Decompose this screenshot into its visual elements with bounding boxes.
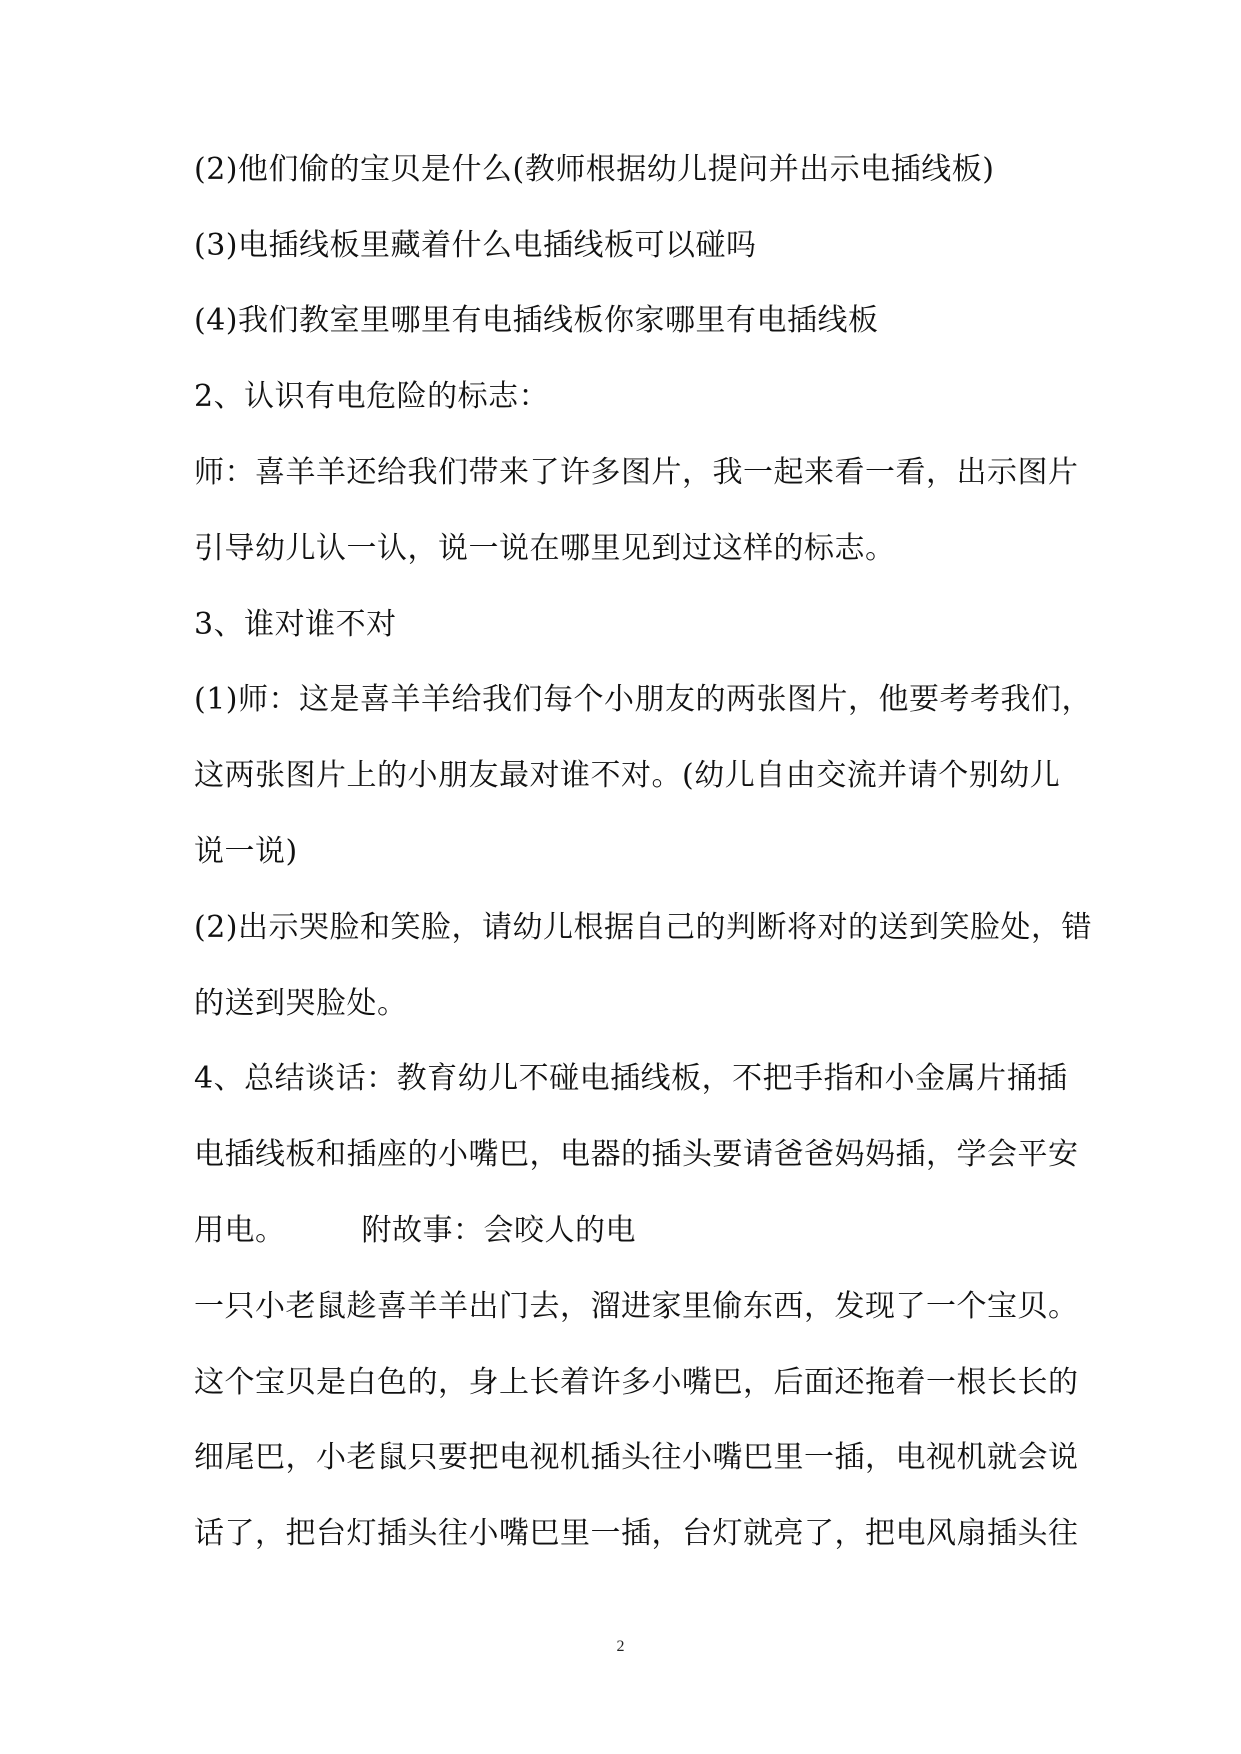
paragraph-line: 这两张图片上的小朋友最对谁不对。(幼儿自由交流并请个别幼儿 [194,758,1061,793]
paragraph-line [194,1211,1074,1251]
paragraph-line: 引导幼儿认一认，说一说在哪里见到过这样的标志。 [194,531,896,566]
paragraph-line: 细尾巴，小老鼠只要把电视机插头往小嘴巴里一插，电视机就会说 [194,1440,1079,1475]
paragraph-line: (4)我们教室里哪里有电插线板你家哪里有电插线板 [194,303,879,338]
paragraph-line: 说一说) [194,834,298,869]
paragraph-line: (2)他们偷的宝贝是什么(教师根据幼儿提问并出示电插线板) [194,152,995,187]
section-heading: 4、总结谈话：教育幼儿不碰电插线板，不把手指和小金属片捅插 [194,1061,1068,1096]
paragraph-line: 话了，把台灯插头往小嘴巴里一插，台灯就亮了，把电风扇插头往 [194,1516,1079,1551]
story-title: 附故事：会咬人的电 [361,1213,636,1248]
page-number: 2 [616,1638,625,1655]
paragraph-line: (1)师：这是喜羊羊给我们每个小朋友的两张图片，他要考考我们， [194,682,1092,717]
section-heading: 2、认识有电危险的标志： [194,379,550,414]
paragraph-line: 电插线板和插座的小嘴巴，电器的插头要请爸爸妈妈插，学会平安 [194,1137,1079,1172]
paragraph-line: 师：喜羊羊还给我们带来了许多图片，我一起来看一看，出示图片 [194,455,1079,490]
paragraph-line: 一只小老鼠趁喜羊羊出门去，溜进家里偷东西，发现了一个宝贝。 [194,1289,1079,1324]
paragraph-text: 用电。 [194,1213,286,1248]
paragraph-line: 这个宝贝是白色的，身上长着许多小嘴巴，后面还拖着一根长长的 [194,1365,1079,1400]
paragraph-line: (2)出示哭脸和笑脸，请幼儿根据自己的判断将对的送到笑脸处，错 [194,910,1092,945]
section-heading: 3、谁对谁不对 [194,607,397,642]
paragraph-line: 的送到哭脸处。 [194,986,408,1021]
paragraph-line: (3)电插线板里藏着什么电插线板可以碰吗 [194,228,757,263]
